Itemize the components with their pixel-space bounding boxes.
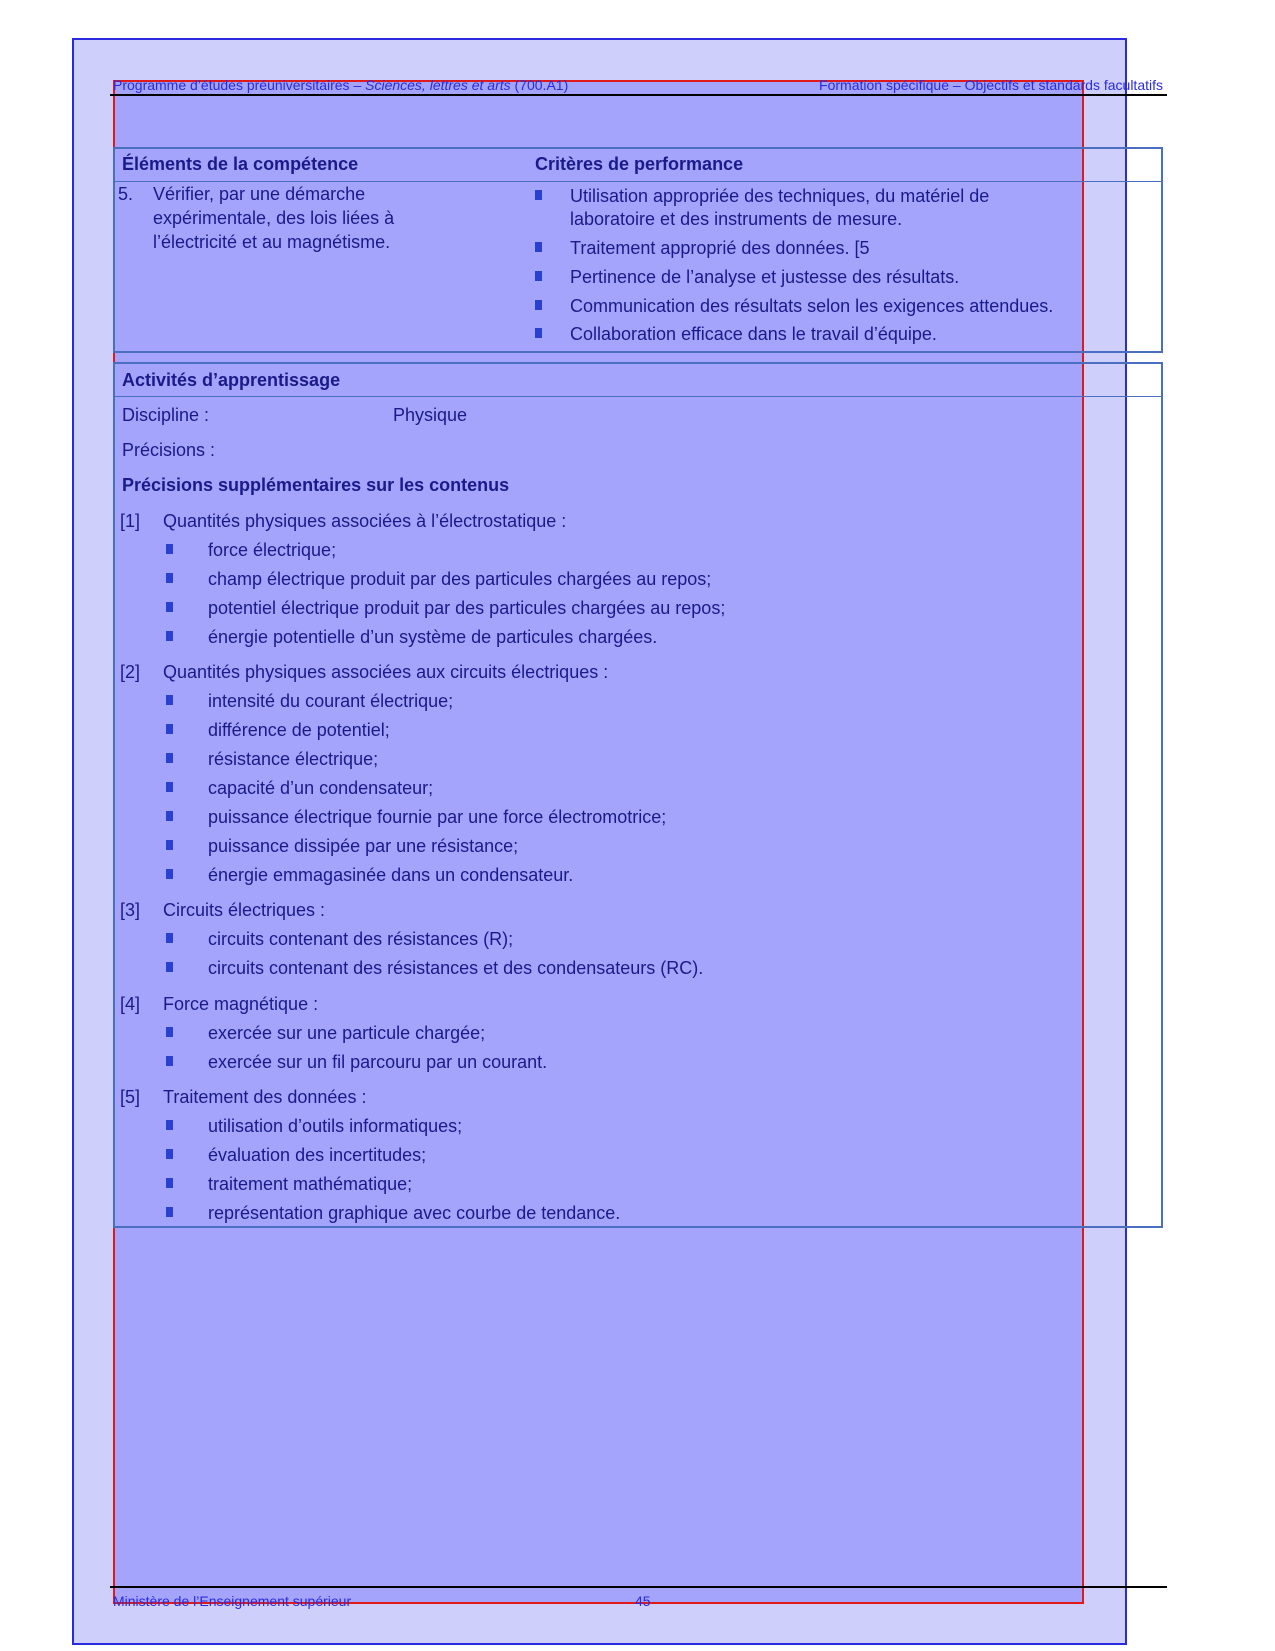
activities-header-divider bbox=[115, 396, 1161, 397]
precisions-label: Précisions : bbox=[122, 440, 216, 460]
list-item: résistance électrique; bbox=[208, 749, 379, 769]
bullet-icon bbox=[166, 840, 173, 850]
criterion-text: laboratoire et des instruments de mesure. bbox=[570, 209, 903, 229]
bullet-icon bbox=[166, 1178, 173, 1188]
criterion-text: Communication des résultats selon les exigences attendues. bbox=[570, 296, 1054, 316]
list-item: capacité d’un condensateur; bbox=[208, 778, 434, 798]
list-item: représentation graphique avec courbe de tendance. bbox=[208, 1203, 621, 1223]
bullet-icon bbox=[166, 1027, 173, 1037]
footer-rule bbox=[110, 1586, 1167, 1588]
list-item: évaluation des incertitudes; bbox=[208, 1145, 427, 1165]
list-item: traitement mathématique; bbox=[208, 1174, 413, 1194]
list-item: puissance électrique fournie par une force électromotrice; bbox=[208, 807, 667, 827]
list-item: champ électrique produit par des particules chargées au repos; bbox=[208, 569, 712, 589]
list-item: intensité du courant électrique; bbox=[208, 691, 454, 711]
bullet-icon bbox=[166, 724, 173, 734]
criterion-text: Collaboration efficace dans le travail d’équipe. bbox=[570, 324, 937, 344]
list-item: énergie emmagasinée dans un condensateur. bbox=[208, 865, 574, 885]
bullet-icon bbox=[166, 544, 173, 554]
bullet-icon bbox=[166, 1120, 173, 1130]
section-title: Formation spécifique – Objectifs et standards facultatifs bbox=[819, 77, 1163, 93]
criteres-column-header: Critères de performance bbox=[535, 154, 744, 174]
section-title: Circuits électriques : bbox=[163, 900, 326, 920]
elements-column-header: Éléments de la compétence bbox=[122, 154, 359, 174]
list-item: exercée sur un fil parcouru par un courant. bbox=[208, 1052, 548, 1072]
section-number: [4] bbox=[120, 994, 141, 1014]
list-item: puissance dissipée par une résistance; bbox=[208, 836, 519, 856]
element-text-line: Vérifier, par une démarche bbox=[153, 184, 366, 204]
bullet-icon bbox=[535, 242, 542, 252]
bullet-icon bbox=[166, 695, 173, 705]
bullet-icon bbox=[166, 1149, 173, 1159]
bullet-icon bbox=[535, 271, 542, 281]
list-item: circuits contenant des résistances (R); bbox=[208, 929, 514, 949]
list-item: potentiel électrique produit par des particules chargées au repos; bbox=[208, 598, 726, 618]
bullet-icon bbox=[166, 869, 173, 879]
bullet-icon bbox=[166, 1056, 173, 1066]
table-header-divider bbox=[115, 181, 1161, 182]
section-title: Traitement des données : bbox=[163, 1087, 367, 1107]
section-number: [5] bbox=[120, 1087, 141, 1107]
section-title: Force magnétique : bbox=[163, 994, 319, 1014]
page-number: 45 bbox=[635, 1593, 651, 1609]
criterion-text: Traitement approprié des données. [5 bbox=[570, 238, 870, 258]
bullet-icon bbox=[166, 811, 173, 821]
ministry-name: Ministère de l’Enseignement supérieur bbox=[113, 1593, 352, 1609]
bullet-icon bbox=[535, 190, 542, 200]
supplementary-title: Précisions supplémentaires sur les contenus bbox=[122, 475, 510, 495]
list-item: exercée sur une particule chargée; bbox=[208, 1023, 486, 1043]
element-text-line: l’électricité et au magnétisme. bbox=[153, 232, 391, 252]
discipline-value: Physique bbox=[393, 405, 468, 425]
list-item: énergie potentielle d’un système de particules chargées. bbox=[208, 627, 658, 647]
section-title: Quantités physiques associées aux circuits électriques : bbox=[163, 662, 609, 682]
header-rule bbox=[110, 94, 1167, 96]
bullet-icon bbox=[535, 300, 542, 310]
list-item: circuits contenant des résistances et des condensateurs (RC). bbox=[208, 958, 704, 978]
list-item: différence de potentiel; bbox=[208, 720, 390, 740]
activities-title: Activités d’apprentissage bbox=[122, 370, 341, 390]
bullet-icon bbox=[166, 962, 173, 972]
section-number: [1] bbox=[120, 511, 141, 531]
bullet-icon bbox=[166, 573, 173, 583]
bullet-icon bbox=[166, 602, 173, 612]
element-text-line: expérimentale, des lois liées à bbox=[153, 208, 395, 228]
list-item: utilisation d’outils informatiques; bbox=[208, 1116, 463, 1136]
criterion-text: Utilisation appropriée des techniques, du matériel de bbox=[570, 186, 990, 206]
section-number: [3] bbox=[120, 900, 141, 920]
bullet-icon bbox=[535, 328, 542, 338]
section-number: [2] bbox=[120, 662, 141, 682]
bullet-icon bbox=[166, 933, 173, 943]
bullet-icon bbox=[166, 753, 173, 763]
section-title: Quantités physiques associées à l’électrostatique : bbox=[163, 511, 567, 531]
bullet-icon bbox=[166, 782, 173, 792]
list-item: force électrique; bbox=[208, 540, 337, 560]
bullet-icon bbox=[166, 631, 173, 641]
discipline-label: Discipline : bbox=[122, 405, 210, 425]
bullet-icon bbox=[166, 1207, 173, 1217]
program-title: Programme d’études préuniversitaires – Sciences, lettres et arts (700.A1) bbox=[113, 77, 569, 93]
element-number: 5. bbox=[118, 184, 134, 204]
criterion-text: Pertinence de l’analyse et justesse des résultats. bbox=[570, 267, 960, 287]
